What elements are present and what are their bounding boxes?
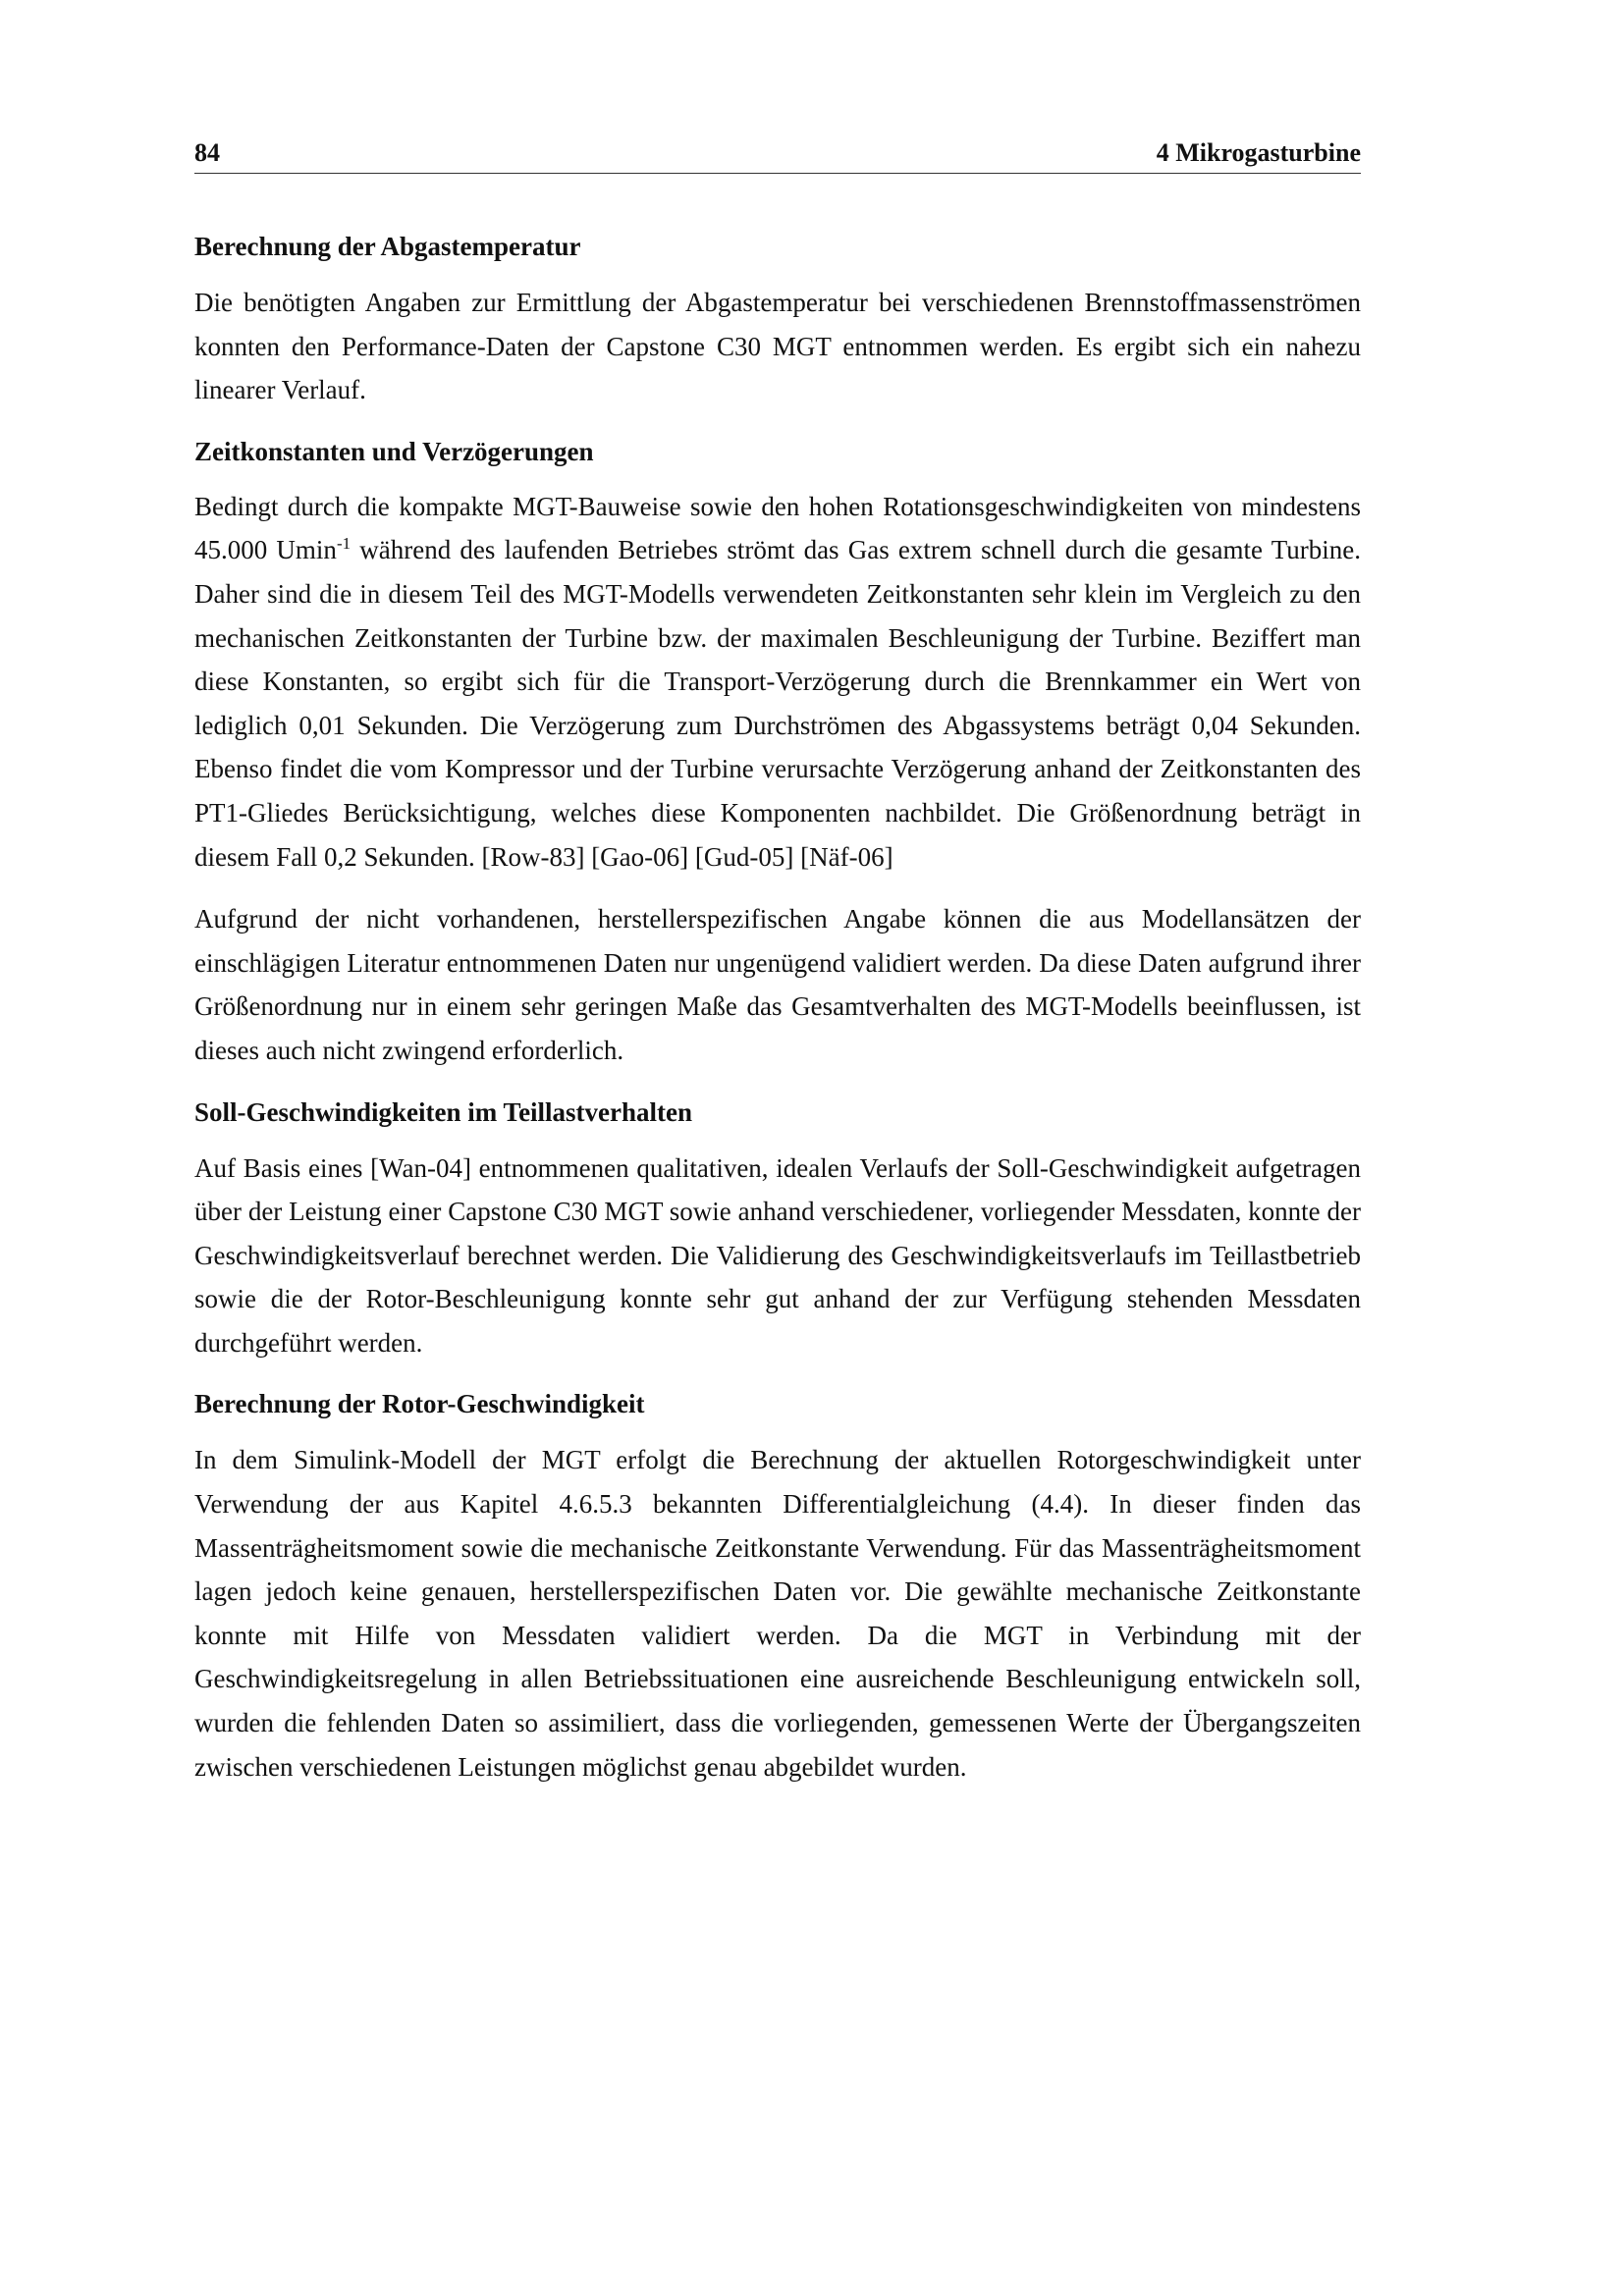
paragraph-validierung-literatur: Aufgrund der nicht vorhandenen, herstellerspezifischen Angabe können die aus Modellansätzen der einschlägigen Literatur entnommenen Daten nur ungenügend validiert werden. Da diese Daten aufgrund ihrer Größenordnung nur in einem sehr geringen Maße das Gesamtverhalten des MGT-Modells beeinflussen, ist dieses auch nicht zwingend erforderlich. <box>194 904 1361 1065</box>
paragraph-abgastemperatur: Die benötigten Angaben zur Ermittlung der Abgastemperatur bei verschiedenen Brennstoffmassenströmen konnten den Performance-Daten der Capstone C30 MGT entnommen werden. Es ergibt sich ein nahezu linearer Verlauf. <box>194 288 1361 405</box>
section-heading-zeitkonstanten: Zeitkonstanten und Verzögerungen <box>194 436 594 466</box>
running-header <box>194 133 1361 174</box>
chapter-title: 4 Mikrogasturbine <box>1156 138 1361 167</box>
section-heading-abgastemperatur: Berechnung der Abgastemperatur <box>194 232 581 261</box>
unit-exponent: -1 <box>336 534 352 554</box>
paragraph-zeitkonstanten <box>194 485 1361 879</box>
paragraph-soll-geschwindigkeiten: Auf Basis eines [Wan-04] entnommenen qualitativen, idealen Verlaufs der Soll-Geschwindigkeit aufgetragen über der Leistung einer Capstone C30 MGT sowie anhand verschiedener, vorliegender Messdaten, konnte der Geschwindigkeitsverlauf berechnet werden. Die Validierung des Geschwindigkeitsverlaufs im Teillastbetrieb sowie die der Rotor-Beschleunigung konnte sehr gut anhand der zur Verfügung stehenden Messdaten durchgeführt werden. <box>194 1152 1361 1358</box>
section-heading-soll-geschwindigkeiten: Soll-Geschwindigkeiten im Teillastverhalten <box>194 1096 693 1127</box>
document-page <box>194 133 1361 1789</box>
section-heading-rotor-geschwindigkeit: Berechnung der Rotor-Geschwindigkeit <box>194 1389 645 1419</box>
paragraph-zeitkonstanten-part-2: während des laufenden Betriebes strömt das Gas extrem schnell durch die gesamte Turbine. Daher sind die in diesem Teil des MGT-Modells verwendeten Zeitkonstanten sehr klein im Vergleich zu den mechanischen Zeitkonstanten der Turbine bzw. der maximalen Beschleunigung der Turbine. Beziffert man diese Konstanten, so ergibt sich für die Transport-Verzögerung durch die Brennkammer ein Wert von lediglich 0,01 Sekunden. Die Verzögerung zum Durchströmen des Abgassystems beträgt 0,04 Sekunden. Ebenso findet die vom Kompressor und der Turbine verursachte Verzögerung anhand der Zeitkonstanten des PT1-Gliedes Berücksichtigung, welches diese Komponenten nachbildet. Die Größenordnung beträgt in diesem Fall 0,2 Sekunden. [Row-83] [Gao-06] [Gud-05] [Näf-06] <box>194 535 1361 872</box>
paragraph-rotor-geschwindigkeit: In dem Simulink-Modell der MGT erfolgt die Berechnung der aktuellen Rotorgeschwindigkeit unter Verwendung der aus Kapitel 4.6.5.3 bekannten Differentialgleichung (4.4). In dieser finden das Massenträgheitsmoment sowie die mechanische Zeitkonstante Verwendung. Für das Massenträgheitsmoment lagen jedoch keine genauen, herstellerspezifischen Daten vor. Die gewählte mechanische Zeitkonstante konnte mit Hilfe von Messdaten validiert werden. Da die MGT in Verbindung mit der Geschwindigkeitsregelung in allen Betriebssituationen eine ausreichende Beschleunigung entwickeln soll, wurden die fehlenden Daten so assimiliert, dass die vorliegenden, gemessenen Werte der Übergangszeiten zwischen verschiedenen Leistungen möglichst genau abgebildet wurden. <box>194 1445 1361 1782</box>
page-number: 84 <box>194 138 220 167</box>
paragraph-zeitkonstanten-part-1: Bedingt durch die kompakte MGT-Bauweise sowie den hohen Rotationsgeschwindigkeiten von mindestens 45.000 Umin <box>194 491 1361 565</box>
